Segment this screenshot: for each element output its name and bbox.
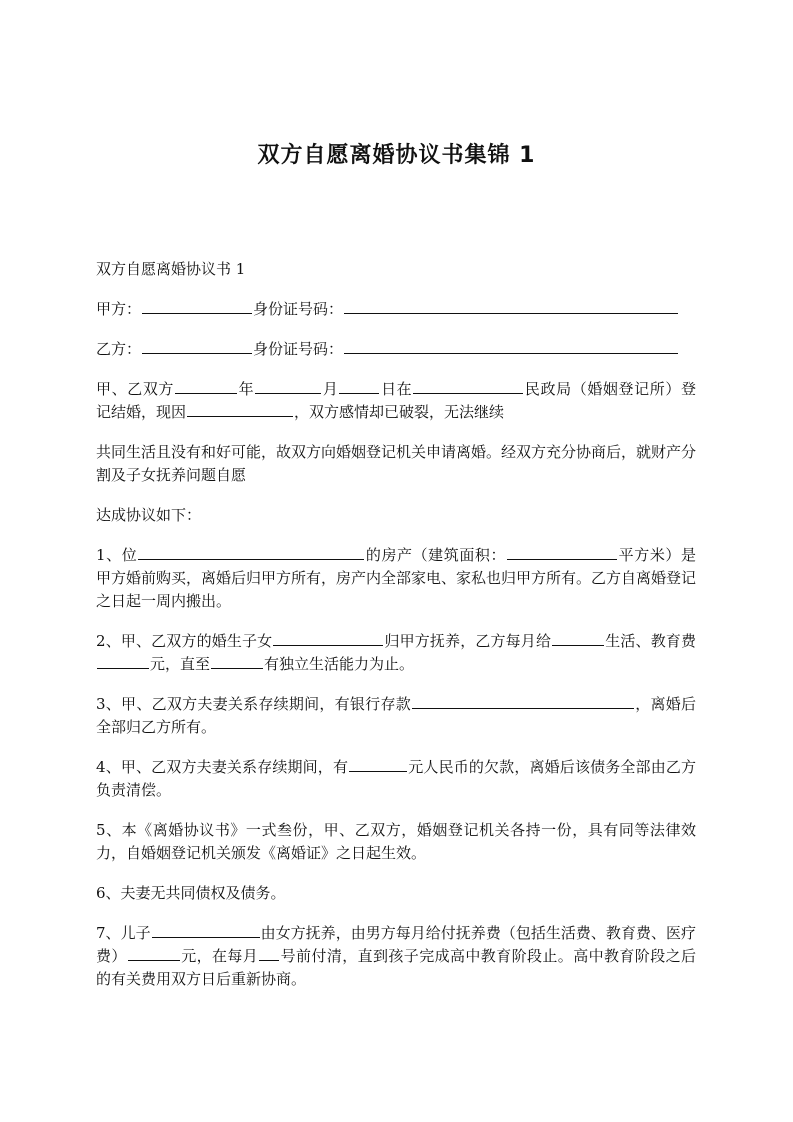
intro-text-6: ，双方感情却已破裂，无法继续 — [294, 403, 505, 421]
intro-paragraph — [96, 378, 696, 424]
item4-text-1: 4、甲、乙双方夫妻关系存续期间，有 — [96, 758, 349, 776]
subtitle: 双方自愿离婚协议书 1 — [96, 260, 246, 278]
child-name-blank — [273, 631, 383, 646]
document-title: 双方自愿离婚协议书集锦 1 — [257, 143, 536, 168]
month-blank — [255, 379, 321, 394]
item-4 — [96, 756, 696, 802]
debt-blank — [349, 757, 407, 772]
party-b-name-blank — [142, 339, 252, 354]
item2-text-4: 元，直至 — [150, 655, 211, 673]
item1-text-1: 1、位 — [96, 546, 138, 564]
item-2 — [96, 630, 696, 676]
party-b-label: 乙方： — [96, 340, 142, 358]
item1-text-2: 的房产（建筑面积： — [365, 546, 507, 564]
party-a-id-label: 身份证号码： — [253, 300, 344, 318]
day-blank — [339, 379, 379, 394]
item3-text-2: ，离婚后全部归乙方所有。 — [96, 695, 696, 736]
item2-text-1: 2、甲、乙双方的婚生子女 — [96, 632, 273, 650]
property-location-blank — [138, 545, 364, 560]
item7-text-3: 元，在每月 — [180, 947, 259, 965]
party-b-line — [96, 338, 696, 361]
bureau-blank — [413, 379, 523, 394]
monthly-blank — [552, 631, 604, 646]
item-3 — [96, 693, 696, 739]
agreement-heading: 达成协议如下： — [96, 506, 202, 524]
pay-day-blank — [259, 946, 279, 961]
intro-text-5: 民政局（婚姻登记所）登记结婚，现因 — [96, 380, 696, 421]
until-blank — [211, 654, 263, 669]
item-1 — [96, 544, 696, 613]
item4-text-2: 元人民币的欠款，离婚后该债务全部由乙方负责清偿。 — [96, 758, 696, 799]
intro-text-1: 甲、乙双方 — [96, 380, 175, 398]
item3-text-1: 3、甲、乙双方夫妻关系存续期间，有银行存款 — [96, 695, 411, 713]
item-5: 5、本《离婚协议书》一式叁份，甲、乙双方，婚姻登记机关各持一份，具有同等法律效力，自婚姻登记机关颁发《离婚证》之日起生效。 — [96, 821, 696, 862]
item2-text-3: 生活、教育费 — [605, 632, 696, 650]
item2-text-2: 归甲方抚养，乙方每月给 — [384, 632, 552, 650]
item7-text-1: 7、儿子 — [96, 924, 151, 942]
intro-text-3: 月 — [322, 380, 339, 398]
son-name-blank — [152, 923, 260, 938]
party-a-label: 甲方： — [96, 300, 142, 318]
document-body — [96, 258, 696, 1008]
fee-blank — [97, 654, 149, 669]
party-a-id-blank — [344, 299, 678, 314]
support-amount-blank — [128, 946, 180, 961]
item1-text-3: 平方米）是甲方婚前购买，离婚后归甲方所有，房产内全部家电、家私也归甲方所有。乙方自离婚登记之日起一周内搬出。 — [96, 546, 697, 610]
item-7 — [96, 922, 696, 991]
item7-text-2: 由女方抚养，由男方每月给付抚养费（包括生活费、教育费、医疗费） — [96, 924, 696, 965]
area-blank — [507, 545, 617, 560]
party-b-id-label: 身份证号码： — [253, 340, 344, 358]
item7-text-4: 号前付清，直到孩子完成高中教育阶段止。高中教育阶段之后的有关费用双方日后重新协商。 — [96, 947, 696, 988]
intro-text-4: 日在 — [380, 380, 413, 398]
reason-blank — [187, 402, 293, 417]
item-6: 6、夫妻无共同债权及债务。 — [96, 884, 286, 902]
party-a-line — [96, 298, 696, 321]
party-b-id-blank — [344, 339, 678, 354]
year-blank — [175, 379, 237, 394]
deposit-blank — [412, 694, 634, 709]
party-a-name-blank — [142, 299, 252, 314]
item2-text-5: 有独立生活能力为止。 — [264, 655, 415, 673]
intro-text-2: 年 — [238, 380, 255, 398]
living-paragraph: 共同生活且没有和好可能，故双方向婚姻登记机关申请离婚。经双方充分协商后，就财产分割及子女抚养问题自愿 — [96, 443, 697, 484]
